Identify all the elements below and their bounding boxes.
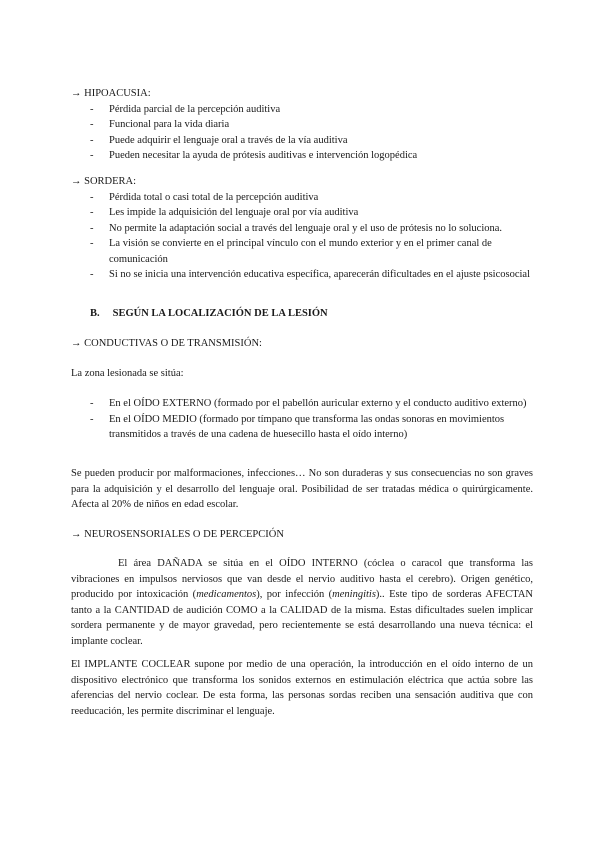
hipoacusia-section: [71, 86, 533, 164]
list-item: - Pérdida parcial de la percepción auditiva: [71, 102, 533, 118]
list-item: - Pérdida total o casi total de la percepción auditiva: [71, 190, 533, 206]
conductivas-intro: La zona lesionada se sitúa:: [71, 368, 184, 379]
hipoacusia-list: [71, 102, 533, 164]
conductivas-heading: → CONDUCTIVAS O DE TRANSMISIÓN:: [71, 338, 262, 349]
paragraph: El IMPLANTE COCLEAR supone por medio de una operación, la introducción en el oído interno de un dispositivo electrónico que transforma los sonidos externos en estimulación eléctrica que actúa sobre las aferencias del nervio coclear. De esta forma, las personas sordas reciben una sensación auditiva que con reeducación, les permite discriminar el lenguaje.: [71, 659, 533, 717]
section-b-heading: [71, 306, 533, 322]
list-item: - La visión se convierte en el principal vínculo con el mundo exterior y en el primer canal de comunicación: [71, 236, 533, 267]
emphasis: medicamentos: [196, 589, 257, 600]
text-run: El área DAÑADA se sitúa en el OÍDO INTERNO (cóclea o caracol que transforma las vibraciones en impulsos nerviosos que van desde el nervio auditivo hasta el cerebro). Origen genético, producido por intoxicación (: [71, 558, 533, 600]
emphasis: meningitis: [332, 589, 376, 600]
conductivas-list-block: [71, 396, 533, 443]
list-item: - Si no se inicia una intervención educativa específica, aparecerán dificultades en el ajuste psicosocial: [71, 267, 533, 283]
paragraph: [71, 556, 533, 649]
sordera-list: [71, 190, 533, 283]
paragraph: Se pueden producir por malformaciones, infecciones… No son duraderas y sus consecuencias no son graves para la adquisición y el desarrollo del lenguaje oral. Posibilidad de ser tratadas médica o quirúrgicamente. Afecta al 20% de niños en edad escolar.: [71, 468, 533, 510]
conductivas-list: [71, 396, 533, 443]
neurosensoriales-paragraph-2: [71, 657, 533, 719]
sordera-heading: → SORDERA:: [71, 176, 137, 187]
section-b-title: SEGÚN LA LOCALIZACIÓN DE LA LESIÓN: [112, 308, 328, 319]
list-item: - No permite la adaptación social a través del lenguaje oral y el uso de prótesis no lo soluciona.: [71, 221, 533, 237]
hipoacusia-heading: → HIPOACUSIA:: [71, 88, 151, 99]
list-item: - Funcional para la vida diaria: [71, 117, 533, 133]
list-item: - En el OÍDO EXTERNO (formado por el pabellón auricular externo y el conducto auditivo externo): [71, 396, 533, 412]
list-item: - Les impide la adquisición del lenguaje oral por vía auditiva: [71, 205, 533, 221]
neurosensoriales-heading: → NEUROSENSORIALES O DE PERCEPCIÓN: [71, 529, 284, 540]
list-item: - Puede adquirir el lenguaje oral a través de la vía auditiva: [71, 133, 533, 149]
text-run: ).. Este tipo de sorderas AFECTAN tanto a la CANTIDAD de audición COMO a la CALIDAD de la misma. Estas dificultades suelen implicar sordera permanente y de mayor gravedad, pero recientemente se está desarrollando una nueva técnica: el implante coclear.: [71, 589, 534, 647]
neurosensoriales-paragraph-1: [71, 556, 533, 649]
list-item: - En el OÍDO MEDIO (formado por tímpano que transforma las ondas sonoras en movimientos transmitidos a través de una cadena de huesecillo hasta el oído interno): [71, 412, 533, 443]
list-item: - Pueden necesitar la ayuda de prótesis auditivas e intervención logopédica: [71, 148, 533, 164]
sordera-section: [71, 174, 533, 283]
conductivas-paragraph: [71, 466, 533, 513]
section-b-label: B.: [90, 308, 100, 319]
text-run: ), por infección (: [256, 589, 333, 600]
